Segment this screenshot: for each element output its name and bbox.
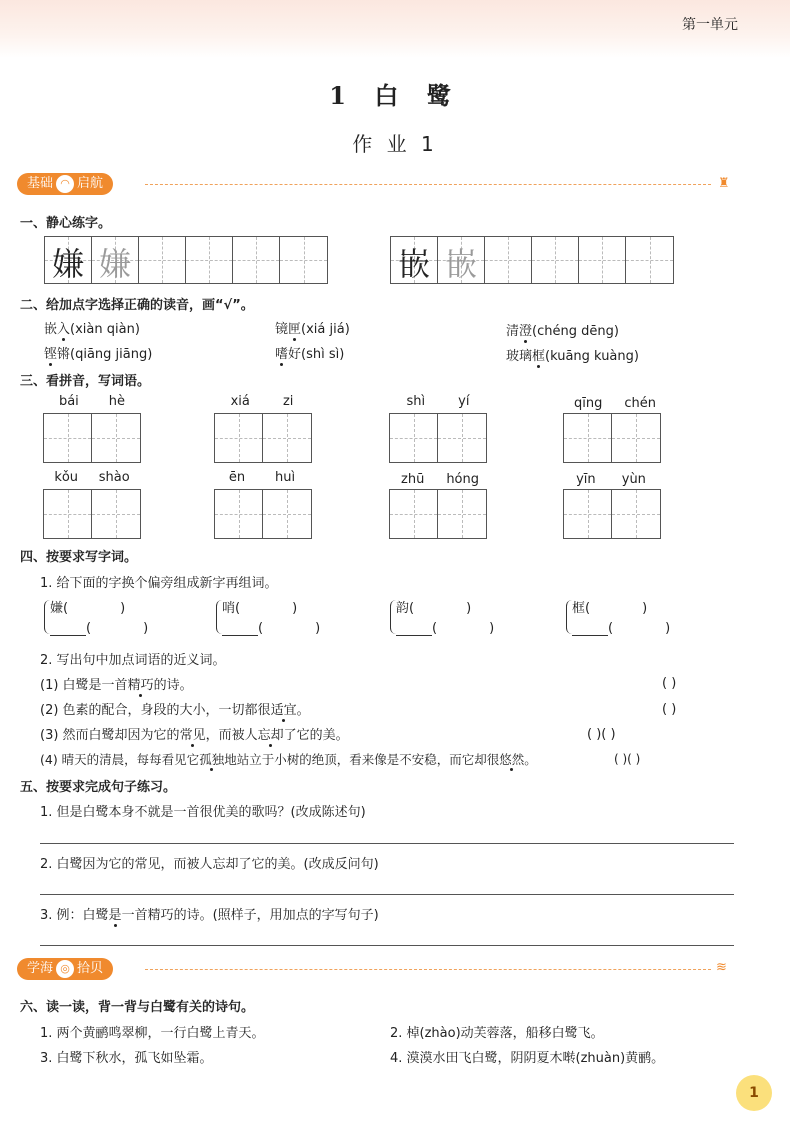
pronunciation-item[interactable]: 嵌入(xiàn qiàn) xyxy=(44,322,140,337)
word-box[interactable] xyxy=(43,413,141,463)
pinyin-label: kǒu shào xyxy=(54,470,130,485)
word-box[interactable] xyxy=(389,413,487,463)
pinyin-label: xiá zi xyxy=(230,394,294,409)
writing-grid-1[interactable] xyxy=(44,236,328,284)
model-char: 嫌 xyxy=(51,245,84,283)
pronunciation-item[interactable]: 玻璃框(kuāng kuàng) xyxy=(506,349,639,364)
banner-right-label: 拾贝 xyxy=(77,961,104,976)
poem-line-2: 2. 棹(zhào)动芙蓉落，船移白鹭飞。 xyxy=(390,1026,604,1041)
question-2-label: 二、给加点字选择正确的读音，画“√”。 xyxy=(20,298,254,313)
pinyin-label: qīng chén xyxy=(574,396,656,411)
q5-item-1: 1. 但是白鹭本身不就是一首很优美的歌吗？(改成陈述句) xyxy=(40,805,366,820)
answer-line[interactable] xyxy=(40,843,734,844)
question-4-label: 四、按要求写字词。 xyxy=(20,550,138,565)
radical-group[interactable]: 嫌( ) xyxy=(50,601,126,616)
unit-label: 第一单元 xyxy=(682,17,738,33)
synonym-sentence-2: (2) 色素的配合，身段的大小，一切都很适宜。 xyxy=(40,703,310,718)
pronunciation-item[interactable]: 清澄(chéng dēng) xyxy=(506,324,619,339)
shell-icon: ◎ xyxy=(56,960,74,978)
question-6-label: 六、读一读，背一背与白鹭有关的诗句。 xyxy=(20,1000,255,1015)
radical-group[interactable]: 哨( ) xyxy=(222,601,298,616)
word-box[interactable] xyxy=(214,413,312,463)
answer-paren[interactable]: ( ) xyxy=(662,676,677,691)
banner-left-label: 基础 xyxy=(27,176,54,191)
lesson-title: 1 白 鹭 xyxy=(329,81,461,110)
section-banner-basic xyxy=(17,173,113,195)
model-char: 嵌 xyxy=(397,245,430,283)
pinyin-label: yīn yùn xyxy=(576,472,646,487)
word-box[interactable] xyxy=(563,413,661,463)
homework-title: 作 业 1 xyxy=(352,132,438,156)
word-box[interactable] xyxy=(563,489,661,539)
radical-answer[interactable]: ( ) xyxy=(396,621,494,636)
header-band xyxy=(0,0,790,58)
poem-line-1: 1. 两个黄鹂鸣翠柳，一行白鹭上青天。 xyxy=(40,1026,265,1041)
answer-line[interactable] xyxy=(40,945,734,946)
pinyin-label: zhū hóng xyxy=(401,472,479,487)
banner-right-label: 启航 xyxy=(77,176,104,191)
synonym-sentence-3: (3) 然而白鹭却因为它的常见，而被人忘却了它的美。 xyxy=(40,728,349,743)
q4-sub1: 1. 给下面的字换个偏旁组成新字再组词。 xyxy=(40,576,278,591)
q5-item-3: 3. 例：白鹭是一首精巧的诗。(照样子，用加点的字写句子) xyxy=(40,908,379,923)
question-3-label: 三、看拼音，写词语。 xyxy=(20,374,151,389)
radical-answer[interactable]: ( ) xyxy=(222,621,320,636)
synonym-sentence-1: (1) 白鹭是一首精巧的诗。 xyxy=(40,678,193,693)
pinyin-label: bái hè xyxy=(58,394,126,409)
radical-answer[interactable]: ( ) xyxy=(50,621,148,636)
pinyin-label: ēn huì xyxy=(228,470,296,485)
pinyin-label: shì yí xyxy=(406,394,470,409)
smile-icon: ◠ xyxy=(56,175,74,193)
radical-answer[interactable]: ( ) xyxy=(572,621,670,636)
answer-paren-pair[interactable]: ( )( ) xyxy=(587,727,616,742)
whale-icon: ≋ xyxy=(716,960,727,975)
word-box[interactable] xyxy=(43,489,141,539)
synonym-sentence-4: (4) 晴天的清晨，每每看见它孤独地站立于小树的绝顶，看来像是不安稳，而它却很悠然。 xyxy=(40,752,537,767)
word-box[interactable] xyxy=(214,489,312,539)
radical-group[interactable]: 韵( ) xyxy=(396,601,472,616)
answer-paren[interactable]: ( ) xyxy=(662,702,677,717)
trace-char: 嵌 xyxy=(444,245,477,283)
lighthouse-icon: ♜ xyxy=(718,176,730,191)
question-5-label: 五、按要求完成句子练习。 xyxy=(20,780,177,795)
poem-line-4: 4. 漠漠水田飞白鹭，阴阴夏木啭(zhuàn)黄鹂。 xyxy=(390,1051,665,1066)
pronunciation-item[interactable]: 镜匣(xiá jiá) xyxy=(275,322,350,337)
banner-divider xyxy=(145,184,711,185)
page-number: 1 xyxy=(736,1075,772,1111)
poem-line-3: 3. 白鹭下秋水，孤飞如坠霜。 xyxy=(40,1051,213,1066)
banner-left-label: 学海 xyxy=(27,961,54,976)
radical-group[interactable]: 框( ) xyxy=(572,601,648,616)
banner-divider xyxy=(145,969,711,970)
writing-grid-2[interactable] xyxy=(390,236,674,284)
answer-line[interactable] xyxy=(40,894,734,895)
q4-sub2: 2. 写出句中加点词语的近义词。 xyxy=(40,653,226,668)
word-box[interactable] xyxy=(389,489,487,539)
question-1-label: 一、静心练字。 xyxy=(20,216,112,231)
trace-char: 嫌 xyxy=(98,245,131,283)
section-banner-sea xyxy=(17,958,113,980)
pronunciation-item[interactable]: 铿锵(qiāng jiāng) xyxy=(44,347,153,362)
pronunciation-item[interactable]: 嗜好(shì sì) xyxy=(275,347,345,362)
answer-paren-pair[interactable]: ( )( ) xyxy=(614,752,641,766)
q5-item-2: 2. 白鹭因为它的常见，而被人忘却了它的美。(改成反问句) xyxy=(40,857,379,872)
